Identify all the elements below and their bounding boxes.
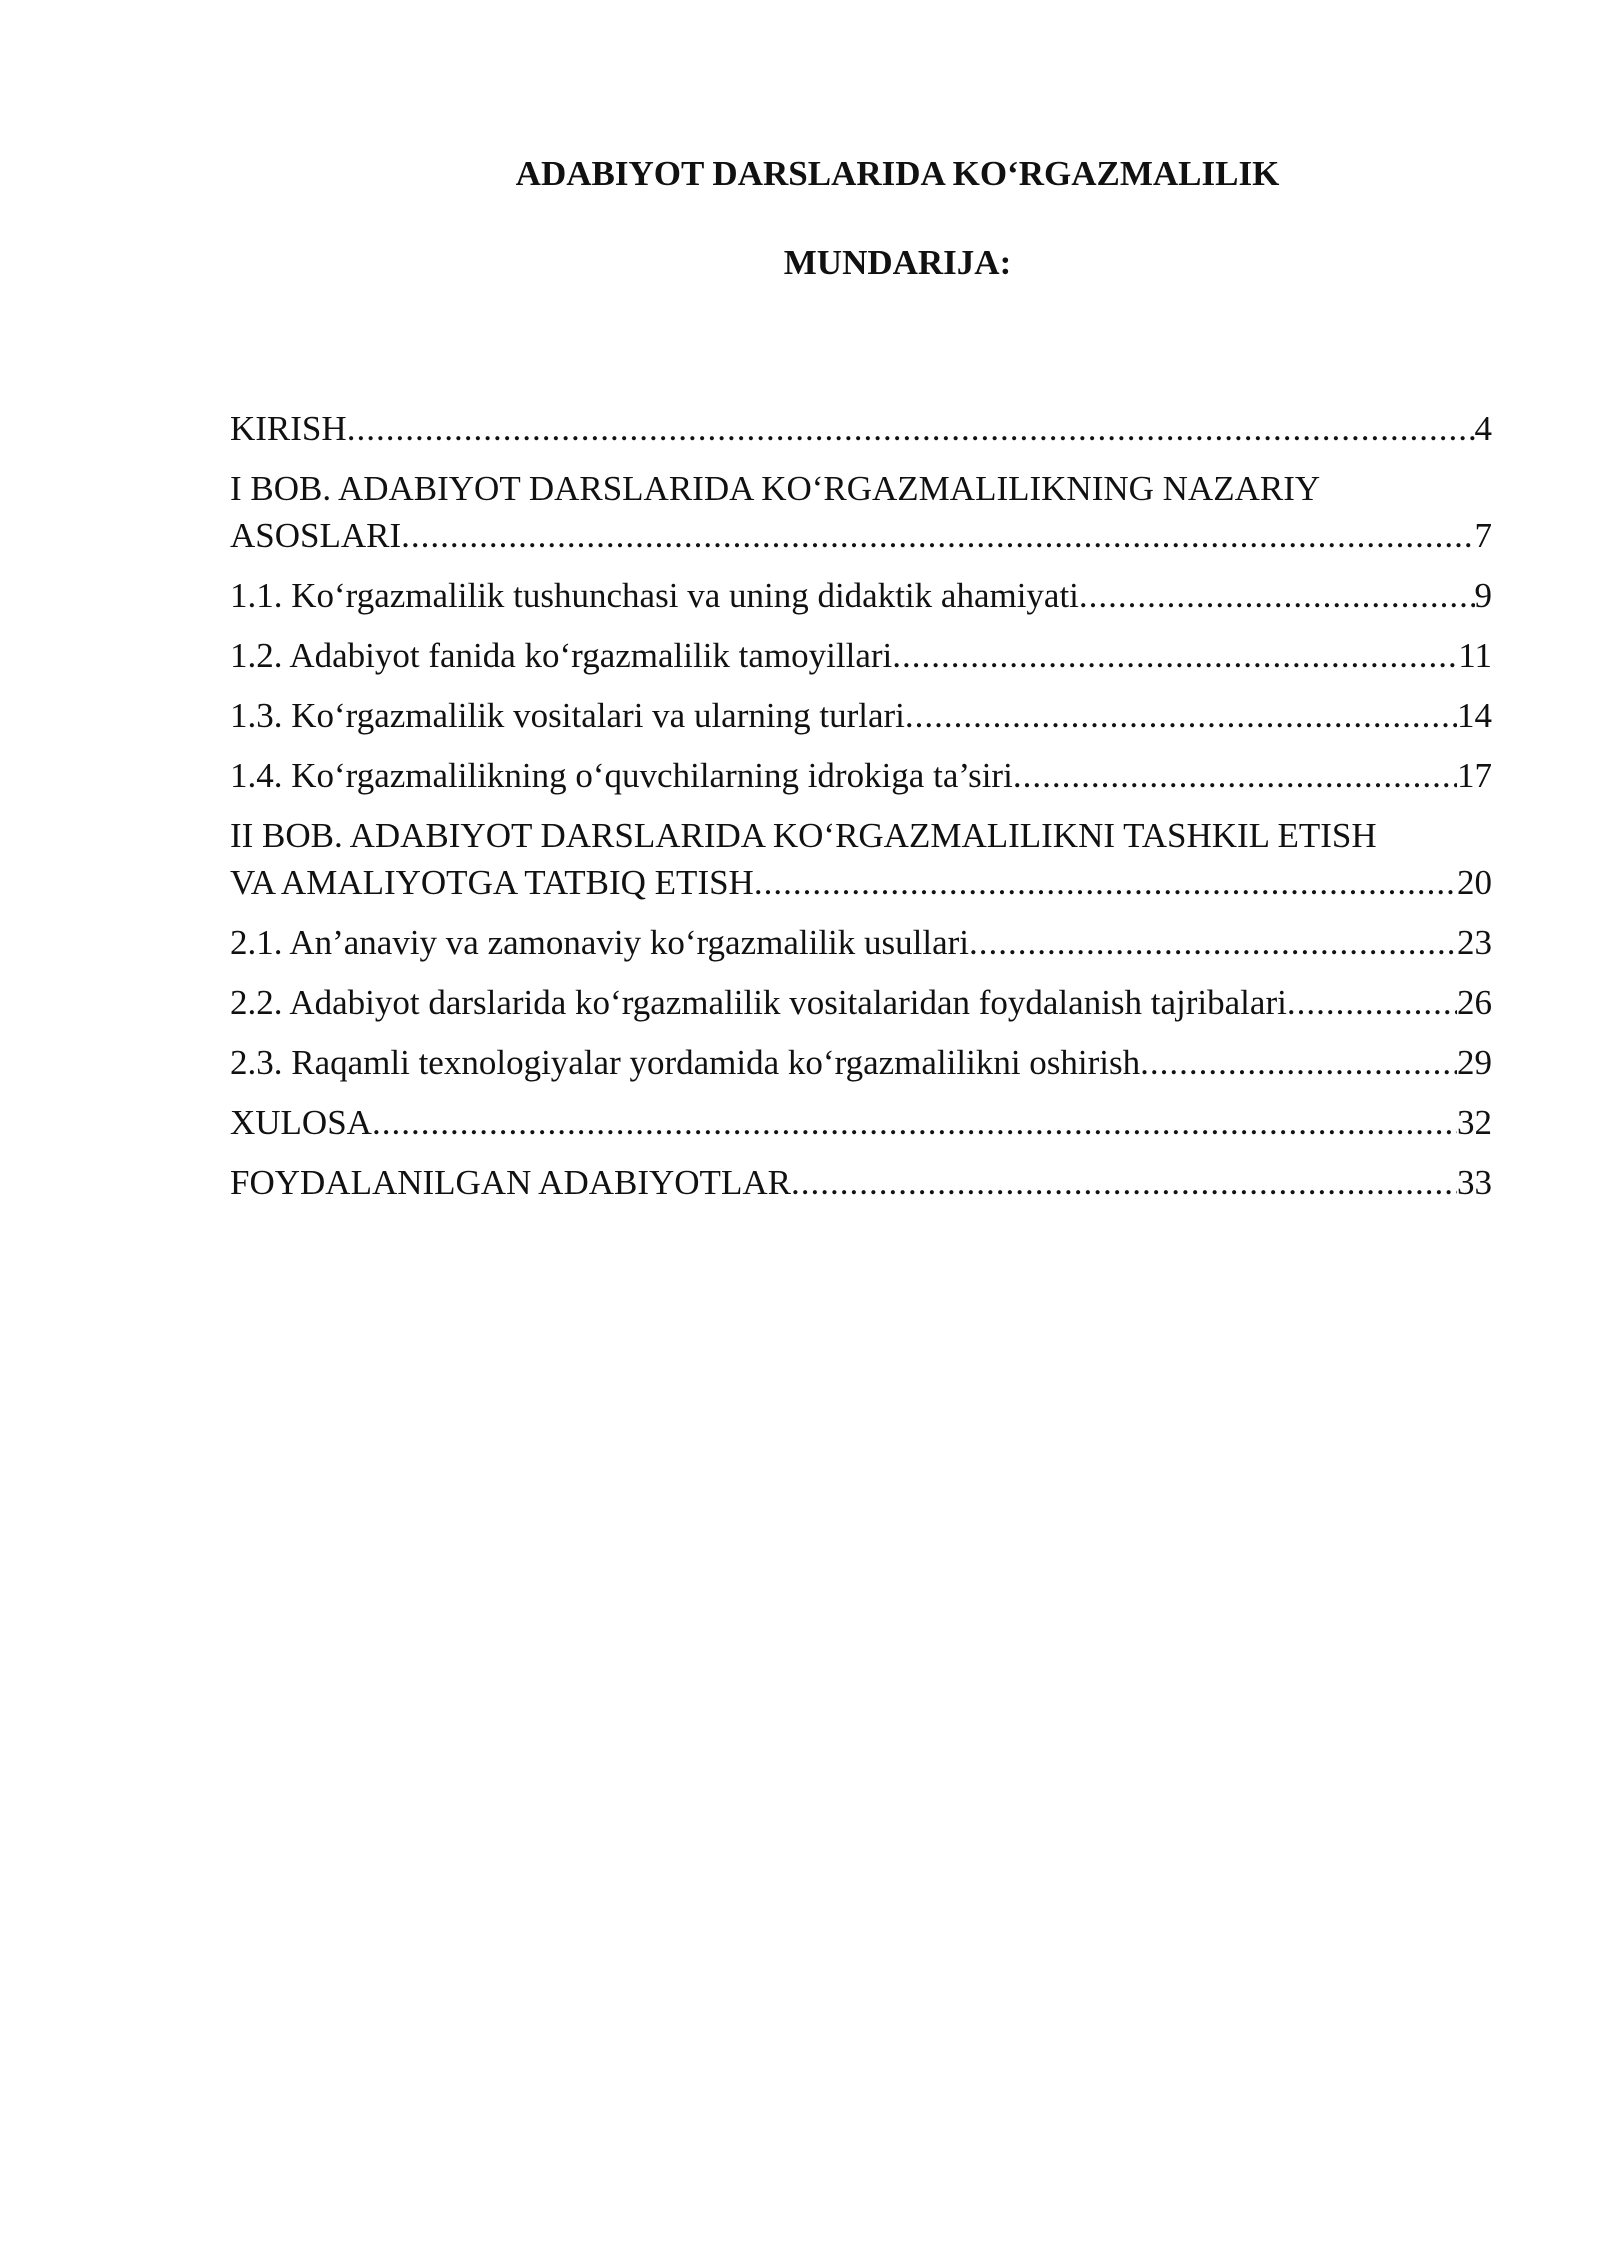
toc-entry-text: XULOSA — [230, 1103, 372, 1142]
toc-entry-1-1[interactable] — [230, 572, 1492, 619]
toc-page-number: 29 — [1457, 1043, 1492, 1082]
toc-leader-dots — [347, 405, 1475, 452]
toc-entry-text: ASOSLARI — [230, 516, 402, 555]
toc-entry-text: 1.4. Ko‘rgazmalilikning o‘quvchilarning idrokiga ta’siri — [230, 756, 1013, 795]
toc-page-number: 9 — [1474, 576, 1492, 615]
toc-entry-1-3[interactable] — [230, 692, 1492, 739]
toc-entry-text: 2.2. Adabiyot darslarida ko‘rgazmalilik vositalaridan foydalanish tajribalari — [230, 983, 1287, 1022]
toc-entry-kirish[interactable] — [230, 405, 1492, 452]
toc-leader-dots — [892, 632, 1458, 679]
toc-heading: MUNDARIJA: — [783, 243, 1012, 282]
toc-page-number: 26 — [1457, 983, 1492, 1022]
table-of-contents — [230, 405, 1492, 1219]
toc-entry-text: VA AMALIYOTGA TATBIQ ETISH — [230, 863, 754, 902]
toc-page-number: 7 — [1474, 516, 1492, 555]
toc-entry-1-4[interactable] — [230, 752, 1492, 799]
toc-leader-dots — [401, 512, 1474, 559]
toc-entry-text-line1: I BOB. ADABIYOT DARSLARIDA KO‘RGAZMALILIKNING NAZARIY — [230, 469, 1321, 508]
toc-entry-chapter-1[interactable] — [230, 465, 1492, 559]
toc-leader-dots — [1287, 979, 1457, 1026]
toc-leader-dots — [1140, 1039, 1457, 1086]
toc-leader-dots — [905, 692, 1457, 739]
toc-entry-references[interactable] — [230, 1159, 1492, 1206]
toc-entry-2-1[interactable] — [230, 919, 1492, 966]
toc-entry-chapter-2[interactable] — [230, 812, 1492, 906]
toc-entry-text: FOYDALANILGAN ADABIYOTLAR — [230, 1163, 791, 1202]
document-title: ADABIYOT DARSLARIDA KO‘RGAZMALILIK — [515, 154, 1280, 193]
toc-leader-dots — [969, 919, 1457, 966]
toc-entry-2-2[interactable] — [230, 979, 1492, 1026]
toc-entry-text: 2.1. An’anaviy va zamonaviy ko‘rgazmalilik usullari — [230, 923, 970, 962]
toc-leader-dots — [1013, 752, 1457, 799]
toc-entry-text: 1.2. Adabiyot fanida ko‘rgazmalilik tamoyillari — [230, 636, 893, 675]
toc-entry-text: 2.3. Raqamli texnologiyalar yordamida ko‘rgazmalilikni oshirish — [230, 1043, 1141, 1082]
toc-page-number: 17 — [1457, 756, 1492, 795]
toc-page-number: 33 — [1457, 1163, 1492, 1202]
toc-entry-2-3[interactable] — [230, 1039, 1492, 1086]
toc-leader-dots — [372, 1099, 1457, 1146]
toc-leader-dots — [1079, 572, 1475, 619]
toc-page-number: 4 — [1474, 409, 1492, 448]
toc-entry-1-2[interactable] — [230, 632, 1492, 679]
toc-entry-text-line1: II BOB. ADABIYOT DARSLARIDA KO‘RGAZMALILIKNI TASHKIL ETISH — [230, 816, 1377, 855]
toc-entry-text: 1.3. Ko‘rgazmalilik vositalari va ularning turlari — [230, 696, 905, 735]
toc-page-number: 23 — [1457, 923, 1492, 962]
toc-leader-dots — [754, 859, 1457, 906]
toc-page-number: 14 — [1457, 696, 1492, 735]
toc-entry-text: 1.1. Ko‘rgazmalilik tushunchasi va uning didaktik ahamiyati — [230, 576, 1079, 615]
toc-entry-text: KIRISH — [230, 409, 347, 448]
toc-page-number: 20 — [1457, 863, 1492, 902]
toc-page-number: 11 — [1458, 636, 1492, 675]
toc-entry-xulosa[interactable] — [230, 1099, 1492, 1146]
toc-page-number: 32 — [1457, 1103, 1492, 1142]
toc-leader-dots — [791, 1159, 1457, 1206]
